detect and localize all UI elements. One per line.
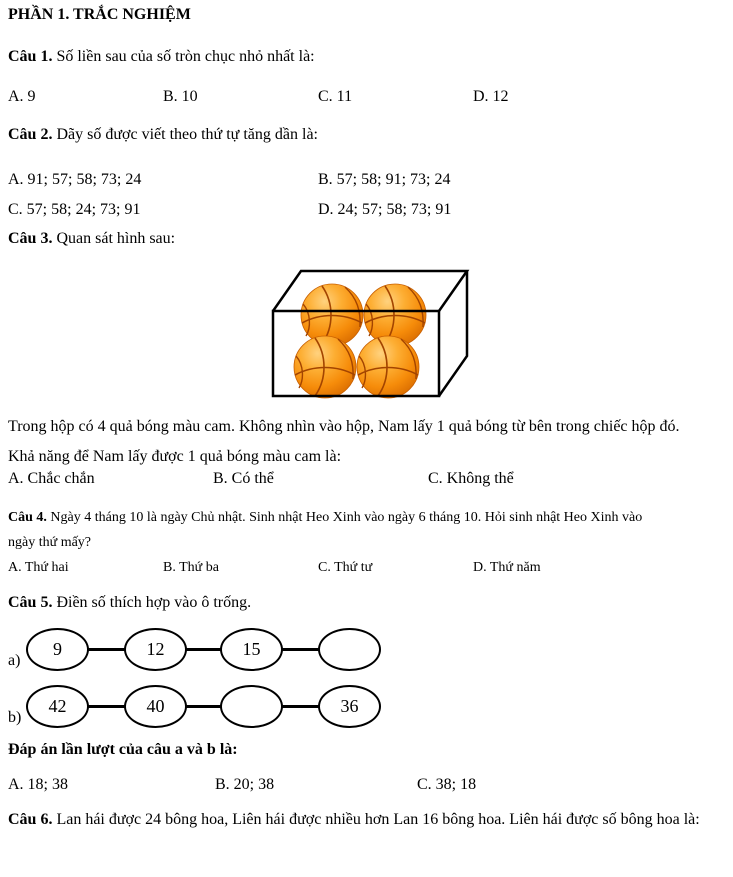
option-a: A. 91; 57; 58; 73; 24 xyxy=(8,171,142,188)
question-2-options-row2 xyxy=(0,201,733,225)
question-2 xyxy=(8,126,318,144)
connector-line xyxy=(186,705,221,708)
option-d: D. 24; 57; 58; 73; 91 xyxy=(318,201,452,218)
question-6 xyxy=(8,804,708,836)
option-b: B. Có thể xyxy=(213,470,274,487)
option-b: B. Thứ ba xyxy=(163,560,219,575)
question-1-text: Số liền sau của số tròn chục nhỏ nhất là: xyxy=(56,48,315,65)
question-5 xyxy=(8,594,251,612)
question-5-text: Điền số thích hợp vào ô trống. xyxy=(56,594,252,611)
option-b: B. 20; 38 xyxy=(215,776,275,793)
option-c: C. 38; 18 xyxy=(417,776,477,793)
connector-line xyxy=(186,648,221,651)
question-1 xyxy=(8,48,315,66)
option-c: C. Không thể xyxy=(428,470,514,487)
chain-a-oval-3: 15 xyxy=(220,628,283,671)
question-4-text: Ngày 4 tháng 10 là ngày Chủ nhật. Sinh nhật Heo Xinh vào ngày 6 tháng 10. Hỏi sinh nhật Heo Xinh vào ngày thứ mấy? xyxy=(8,510,643,550)
basketballs-figure xyxy=(250,258,490,410)
connector-line xyxy=(282,705,319,708)
option-c: C. 57; 58; 24; 73; 91 xyxy=(8,201,141,218)
option-c: C. Thứ tư xyxy=(318,560,373,575)
option-b: B. 10 xyxy=(163,88,198,105)
option-a: A. 9 xyxy=(8,88,36,105)
question-6-text: Lan hái được 24 bông hoa, Liên hái được nhiều hơn Lan 16 bông hoa. Liên hái được số bông hoa là: xyxy=(56,811,700,828)
question-5-answer-prompt: Đáp án lần lượt của câu a và b là: xyxy=(8,741,238,758)
option-a: A. Chắc chắn xyxy=(8,470,95,487)
question-3-options xyxy=(0,470,733,494)
chain-a-oval-2: 12 xyxy=(124,628,187,671)
chain-b-oval-1: 42 xyxy=(26,685,89,728)
option-d: D. 12 xyxy=(473,88,509,105)
question-3-paragraph: Trong hộp có 4 quả bóng màu cam. Không nhìn vào hộp, Nam lấy 1 quả bóng từ bên trong chiếc hộp đó. Khả năng để Nam lấy được 1 quả bóng màu cam là: xyxy=(8,418,680,465)
question-4 xyxy=(8,505,668,555)
question-3 xyxy=(8,230,175,248)
option-a: A. Thứ hai xyxy=(8,560,69,575)
option-a: A. 18; 38 xyxy=(8,776,68,793)
basketball-bottom-left xyxy=(294,336,356,398)
chain-b-oval-3-empty xyxy=(220,685,283,728)
chain-a-oval-1: 9 xyxy=(26,628,89,671)
chain-b-oval-2: 40 xyxy=(124,685,187,728)
question-4-options xyxy=(0,560,733,584)
chain-b-oval-4: 36 xyxy=(318,685,381,728)
option-d: D. Thứ năm xyxy=(473,560,541,575)
part-title: PHẦN 1. TRẮC NGHIỆM xyxy=(8,6,191,23)
question-3-text: Quan sát hình sau: xyxy=(56,230,176,247)
chain-a-oval-4-empty xyxy=(318,628,381,671)
question-2-text: Dãy số được viết theo thứ tự tăng dần là: xyxy=(56,126,318,143)
connector-line xyxy=(282,648,319,651)
option-c: C. 11 xyxy=(318,88,353,105)
question-1-options xyxy=(0,88,733,112)
question-2-options-row1 xyxy=(0,171,733,195)
number-chain-b xyxy=(0,685,460,731)
option-b: B. 57; 58; 91; 73; 24 xyxy=(318,171,451,188)
connector-line xyxy=(88,648,125,651)
question-1-label: Câu 1. xyxy=(8,48,53,65)
question-3-label: Câu 3. xyxy=(8,230,53,247)
connector-line xyxy=(88,705,125,708)
question-5-label: Câu 5. xyxy=(8,594,53,611)
question-5-options xyxy=(0,776,733,800)
chain-b-label: b) xyxy=(8,709,22,726)
basketballs-in-box-figure xyxy=(250,258,490,410)
question-2-label: Câu 2. xyxy=(8,126,53,143)
number-chain-a xyxy=(0,628,460,674)
question-4-label: Câu 4. xyxy=(8,510,47,525)
chain-a-label: a) xyxy=(8,652,21,669)
basketball-bottom-right xyxy=(357,336,419,398)
question-6-label: Câu 6. xyxy=(8,811,53,828)
